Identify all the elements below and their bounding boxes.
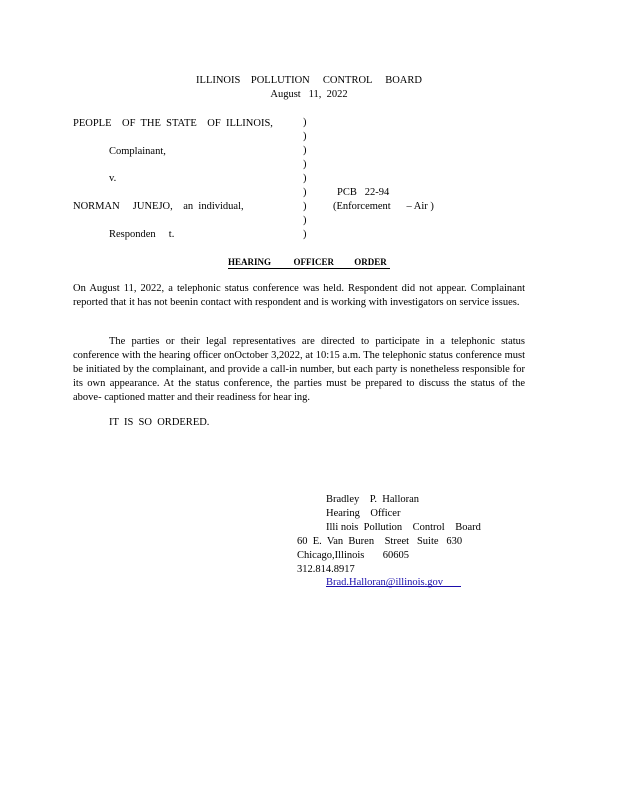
plaintiff-name: PEOPLE OF THE STATE OF ILLINOIS,: [73, 118, 273, 129]
signature-agency: Illi nois Pollution Control Board: [326, 522, 481, 533]
caption-paren: ): [303, 201, 307, 212]
signature-phone: 312.814.8917: [297, 564, 355, 575]
signature-address: 60 E. Van Buren Street Suite 630: [297, 536, 463, 547]
caption-paren: ): [303, 187, 307, 198]
caption-paren: ): [303, 229, 307, 240]
signature-title: Hearing Officer: [326, 508, 401, 519]
caption-paren: ): [303, 131, 307, 142]
respondent-label: Responden t.: [109, 229, 175, 240]
paragraph-status-conference: On August 11, 2022, a telephonic status conference was held. Respondent did not appear. Complainant reported that it has not beenin contact with respondent and is working with investigators on service issues.: [73, 283, 525, 308]
defendant-name: NORMAN JUNEJO, an individual,: [73, 201, 244, 212]
case-number: PCB 22-94: [337, 187, 390, 198]
signature-city: Chicago,Illinois 60605: [297, 550, 409, 561]
case-type: (Enforcement – Air ): [333, 201, 434, 212]
order-date: August 11, 2022: [270, 89, 348, 100]
signature-name: Bradley P. Halloran: [326, 494, 420, 505]
email-underline: [326, 586, 461, 587]
so-ordered: IT IS SO ORDERED.: [109, 417, 210, 428]
order-title: HEARING OFFICER ORDER: [228, 257, 390, 269]
agency-heading: ILLINOIS POLLUTION CONTROL BOARD: [196, 75, 422, 86]
caption-paren: ): [303, 145, 307, 156]
versus-label: v.: [109, 173, 117, 184]
caption-paren: ): [303, 173, 307, 184]
caption-paren: ): [303, 215, 307, 226]
email-link[interactable]: Brad.Halloran@illinois.gov: [326, 577, 443, 588]
paragraph-directive: The parties or their legal representatives are directed to participate in a telephonic status conference with the hearing officer onOctober 3,2022, at 10:15 a.m. The telephonic status conference must be initiated by the complainant, and provide a call-in number, but each party is nonetheless responsible for its own appearance. At the status conference, the parties must be prepared to discuss the status of the above- captioned matter and their readiness for hear ing.: [73, 336, 525, 403]
complainant-label: Complainant,: [109, 146, 166, 157]
caption-paren: ): [303, 117, 307, 128]
caption-paren: ): [303, 159, 307, 170]
